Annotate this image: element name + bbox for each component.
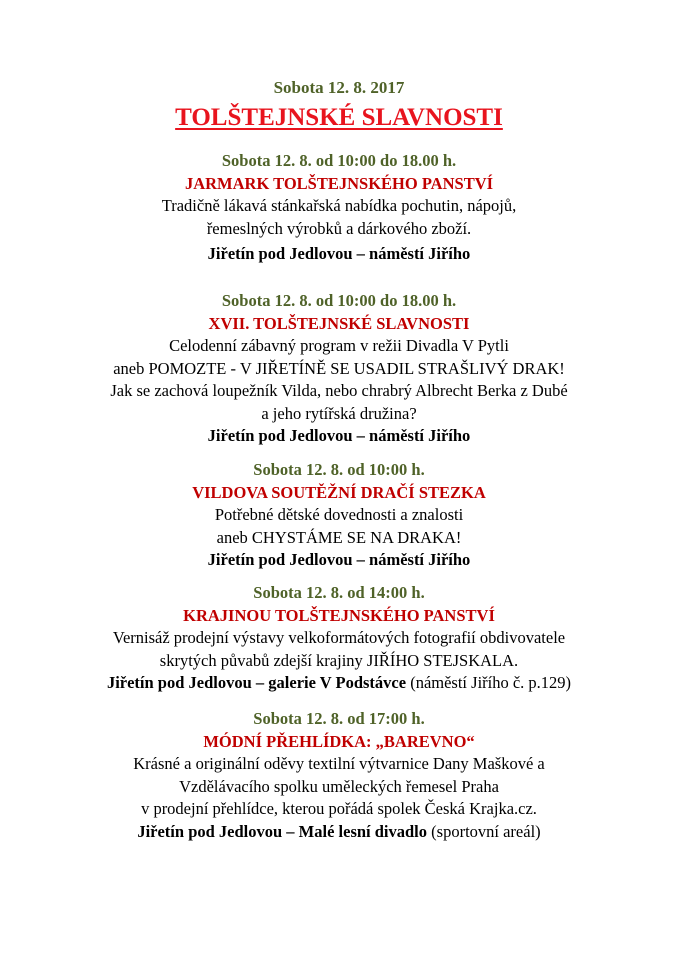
event-description-line: Tradičně lákavá stánkařská nabídka pochutin, nápojů, [161,196,517,215]
event-title: XVII. TOLŠTEJNSKÉ SLAVNOSTI [208,313,470,333]
event-place [0,821,678,844]
event-description-line: Celodenní zábavný program v režii Divadla V Pytli [169,336,509,355]
event-description-line: a jeho rytířská družina? [261,403,417,423]
event-title: MÓDNÍ PŘEHLÍDKA: „BAREVNO“ [203,731,475,751]
event-title: JARMARK TOLŠTEJNSKÉHO PANSTVÍ [184,173,494,193]
event-description-line: aneb POMOZTE - V JIŘETÍNĚ SE USADIL STRAŠLIVÝ DRAK! [113,358,565,378]
event-date: Sobota 12. 8. od 14:00 h. [253,583,425,602]
event-place [0,243,678,266]
event-place [0,425,678,448]
event-description-line: v prodejní přehlídce, kterou pořádá spolek Česká Krajka.cz. [141,799,537,818]
event-description-line: řemeslných výrobků a dárkového zboží. [206,218,472,238]
event-place-name: Jiřetín pod Jedlovou – náměstí Jiřího [207,426,471,445]
event-description-line: aneb CHYSTÁME SE NA DRAKA! [216,527,462,547]
event-description-line: Vernisáž prodejní výstavy velkoformátových fotografií obdivovatele [112,628,566,647]
event-date: Sobota 12. 8. od 10:00 do 18.00 h. [221,291,457,310]
event-date: Sobota 12. 8. od 17:00 h. [253,709,425,728]
event-description-line: Krásné a originální oděvy textilní výtvarnice Dany Maškové a [133,754,545,773]
event-description-line: Vzdělávacího spolku uměleckých řemesel Praha [179,776,499,796]
poster-title: TOLŠTEJNSKÉ SLAVNOSTI [175,104,503,131]
event-description-line: Potřebné dětské dovednosti a znalosti [214,505,464,524]
event-place-name: Jiřetín pod Jedlovou – náměstí Jiřího [207,244,471,263]
event-title: VILDOVA SOUTĚŽNÍ DRAČÍ STEZKA [192,482,486,502]
event-jarmark [0,150,678,266]
event-description-line: Jak se zachová loupežník Vilda, nebo chrabrý Albrecht Berka z Dubé [110,381,568,400]
event-title: KRAJINOU TOLŠTEJNSKÉHO PANSTVÍ [183,605,495,625]
event-date: Sobota 12. 8. od 10:00 h. [253,460,425,479]
event-place [0,672,678,695]
event-place [0,549,678,572]
event-place-name: Jiřetín pod Jedlovou – galerie V Podstávce [106,673,407,692]
event-place-name: Jiřetín pod Jedlovou – náměstí Jiřího [207,550,471,569]
event-slavnosti [0,290,678,448]
event-place-note: (náměstí Jiřího č. p.129) [406,673,572,692]
event-draci-stezka [0,459,678,572]
event-date: Sobota 12. 8. od 10:00 do 18.00 h. [221,151,457,170]
event-place-note: (sportovní areál) [427,821,541,841]
event-vystava [0,582,678,695]
event-prehlidka [0,708,678,843]
event-description-line: skrytých půvabů zdejší krajiny JIŘÍHO STEJSKALA. [159,650,519,670]
poster-date: Sobota 12. 8. 2017 [273,78,405,97]
event-place-name: Jiřetín pod Jedlovou – Malé lesní divadlo [137,821,428,841]
